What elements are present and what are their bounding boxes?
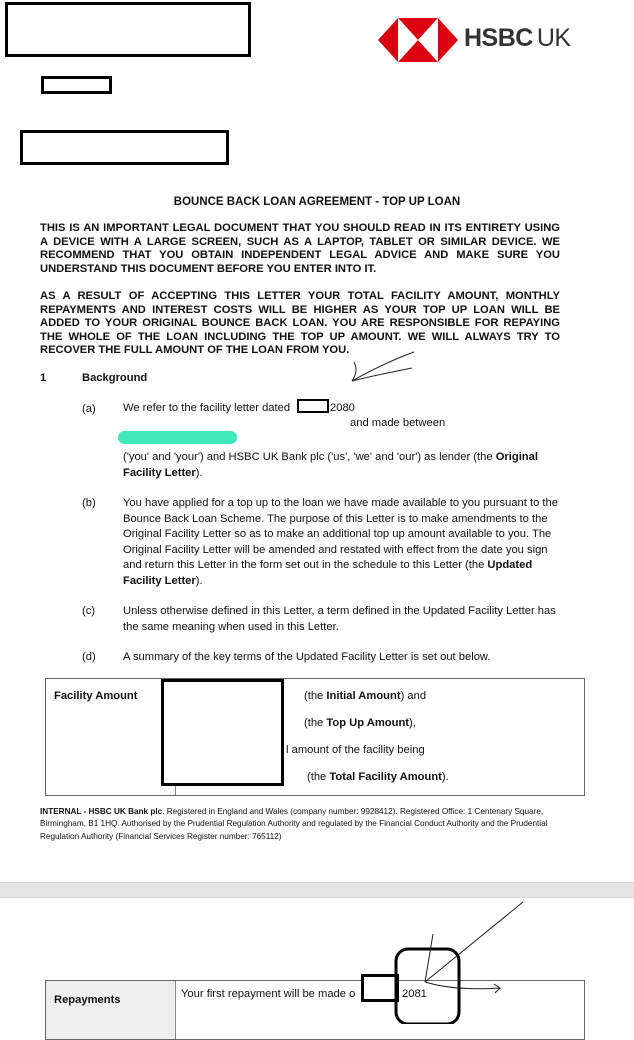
initial-amount-row: (the Initial Amount) and [304,690,427,702]
clause-b-text: You have applied for a top up to the loan we have made available to you pursuant to the Bounce Back Loan Scheme. The purpose of this Letter is to make amendments to the Original Facility Letter so as to make an additional top up amount available to you. The Original Facility Letter will be amended and restated with effect from the date you sign and return this Letter in the form set out in the schedule to this Letter (the Updated Facility Letter). [123,497,558,587]
first-repayment-text: Your first repayment will be made o [181,988,356,1000]
clause-a-label: (a) [82,403,96,415]
repayments-label: Repayments [54,994,121,1006]
clause-a-date-fragment: 2080 [330,402,355,414]
clause-d-text: A summary of the key terms of the Updated Facility Letter is set out below. [123,651,491,663]
footer-legal-text: INTERNAL - HSBC UK Bank plc. Registered in England and Wales (company number: 9928412). Registered Office: 1 Centenary Square, Birmingham, B1 1HQ. Authorised by the Prudential Regulation Authority and regulated by the Financial Conduct Authority and the Prudential Regulation Authority (Financial Services Register number: 765112) [40,807,548,841]
document-title: BOUNCE BACK LOAN AGREEMENT - TOP UP LOAN [173,196,461,208]
circled-date-annotation [396,949,459,1024]
warning-paragraph-2: AS A RESULT OF ACCEPTING THIS LETTER YOUR TOTAL FACILITY AMOUNT, MONTHLY REPAYMENTS AND INTEREST COSTS WILL BE HIGHER AS YOUR TOP UP LOAN WILL BE ADDED TO YOUR ORIGINAL BOUNCE BACK LOAN. YOU ARE RESPONSIBLE FOR REPAYING THE WHOLE OF THE LOAN INCLUDING THE TOP UP AMOUNT. WE WILL ALWAYS TRY TO RECOVER THE FULL AMOUNT OF THE LOAN FROM YOU. [40,290,560,357]
total-amount-intro-row: l amount of the facility being [286,744,425,756]
clause-d-label: (d) [82,651,96,663]
clause-a-text-2: and made between [350,417,446,429]
clause-a-text-1: We refer to the facility letter dated [123,402,291,414]
total-facility-amount-row: (the Total Facility Amount). [307,771,449,783]
section-number: 1 [40,372,47,384]
clause-c-text: Unless otherwise defined in this Letter, a term defined in the Updated Facility Letter has the same meaning when used in this Letter. [123,605,556,633]
arrow-annotation-top [352,352,414,381]
brand-wordmark: HSBC UK [464,24,571,52]
facility-amount-label: Facility Amount [54,690,138,702]
warning-paragraph-1: THIS IS AN IMPORTANT LEGAL DOCUMENT THAT YOU SHOULD READ IN ITS ENTIRETY USING A DEVICE WITH A LARGE SCREEN, SUCH AS A LAPTOP, TABLET OR SIMILAR DEVICE. WE RECOMMEND THAT YOU OBTAIN INDEPENDENT LEGAL ADVICE AND MAKE SURE YOU UNDERSTAND THIS DOCUMENT BEFORE YOU ENTER INTO IT. [40,222,560,275]
clause-c-label: (c) [82,605,96,617]
clause-a-text-3: ('you' and 'your') and HSBC UK Bank plc ('us', 'we' and 'our') as lender (the Original Facility Letter). [123,451,538,479]
top-up-amount-row: (the Top Up Amount), [304,717,416,729]
clause-b-label: (b) [82,497,96,509]
section-title: Background [82,372,148,384]
repayment-date-fragment: 2081 [402,988,427,1000]
